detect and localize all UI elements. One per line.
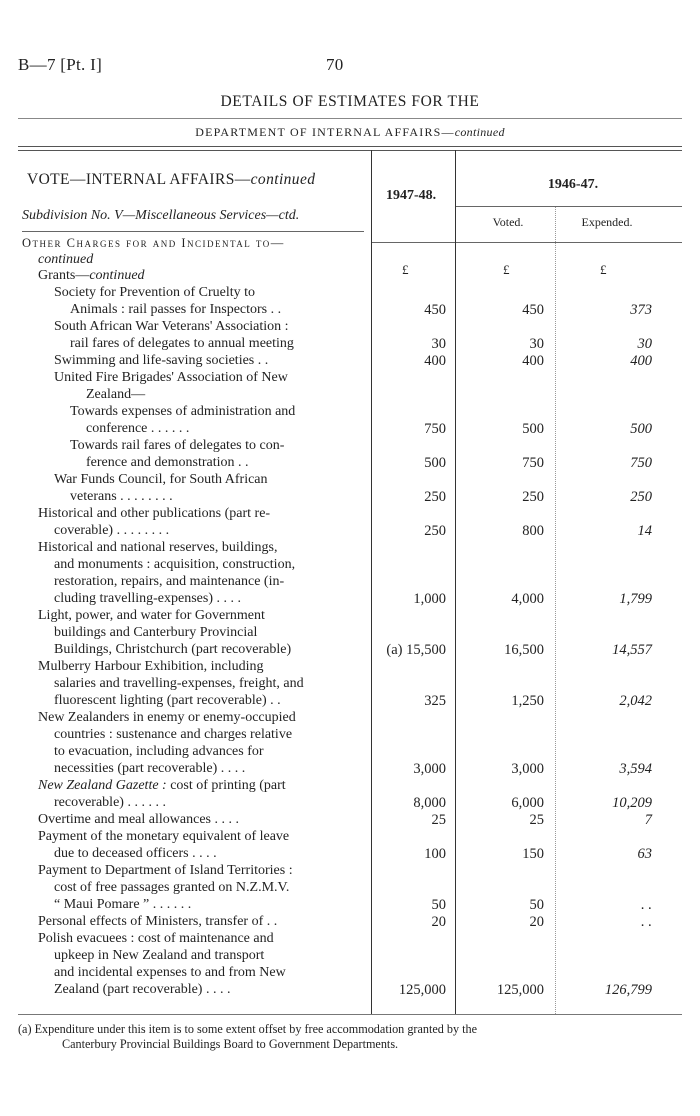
description-line: Mulberry Harbour Exhibition, including [38, 659, 264, 674]
page-code: B—7 [Pt. I] [18, 55, 103, 74]
voted-value: 125,000 [496, 982, 544, 998]
year-estimate-header: 1947-48. [386, 188, 437, 203]
description-line: New Zealanders in enemy or enemy-occupied [38, 710, 296, 725]
description-line: Overtime and meal allowances . . . . [38, 812, 239, 827]
voted-value: 150 [522, 846, 544, 862]
footnote-line-2: Canterbury Provincial Buildings Board to Government Departments. [62, 1037, 399, 1051]
description-line: Historical and other publications (part re- [38, 506, 271, 521]
description-line: conference . . . . . . [86, 421, 190, 436]
expended-value: 63 [637, 846, 652, 862]
vote-continued: continued [250, 171, 316, 188]
voted-value: 750 [522, 455, 544, 471]
estimate-value: 750 [424, 421, 446, 437]
voted-value: 20 [529, 914, 544, 930]
estimate-value: 25 [431, 812, 446, 828]
gazette-rest: cost of printing (part [166, 778, 286, 793]
voted-value: 30 [529, 336, 544, 352]
description-line: buildings and Canterbury Provincial [54, 625, 258, 640]
expended-value: 250 [630, 489, 652, 505]
pound-sign-voted: £ [503, 262, 510, 277]
page-number: 70 [326, 55, 344, 74]
vote-label: VOTE—INTERNAL AFFAIRS— [27, 171, 251, 188]
description-line: Zealand— [86, 387, 146, 402]
subtitle-continued: continued [454, 125, 505, 139]
description-line: South African War Veterans' Association : [54, 319, 289, 334]
voted-value: 25 [529, 812, 544, 828]
grants-label: Grants— [38, 268, 90, 283]
header-bottom-rule-right [372, 242, 682, 243]
description-line [38, 778, 286, 795]
estimate-value: 30 [431, 336, 446, 352]
footnote [18, 1022, 477, 1052]
voted-value: 3,000 [511, 761, 544, 777]
description-line: Polish evacuees : cost of maintenance and [38, 931, 274, 946]
description-line: War Funds Council, for South African [54, 472, 268, 487]
description-line: due to deceased officers . . . . [54, 846, 217, 861]
grants-continued: continued [89, 268, 145, 283]
subdivision-heading: Subdivision No. V—Miscellaneous Services—ctd. [22, 208, 300, 223]
description-line: Towards expenses of administration and [70, 404, 296, 419]
expended-value: 126,799 [604, 982, 652, 998]
header-bottom-rule-left [22, 231, 364, 232]
description-line: Personal effects of Ministers, transfer of . . [38, 914, 278, 929]
description-line: Towards rail fares of delegates to con- [70, 438, 285, 453]
description-line: Society for Prevention of Cruelty to [54, 285, 256, 300]
description-line: countries : sustenance and charges relative [54, 727, 293, 742]
description-line: Historical and national reserves, buildings, [38, 540, 278, 555]
subtitle-main: DEPARTMENT OF INTERNAL AFFAIRS— [195, 125, 455, 139]
voted-value: 800 [522, 523, 544, 539]
expended-value: 750 [630, 455, 652, 471]
description-line: restoration, repairs, and maintenance (in- [54, 574, 285, 589]
vote-heading [27, 171, 315, 189]
page-subtitle [0, 125, 700, 140]
expended-value: 14,557 [612, 642, 652, 658]
table-top-rule [18, 146, 682, 147]
description-line: cluding travelling-expenses) . . . . [54, 591, 242, 606]
table-bottom-rule [18, 1014, 682, 1015]
estimate-value: (a) 15,500 [386, 642, 446, 658]
description-line: and incidental expenses to and from New [54, 965, 286, 980]
description-line: Zealand (part recoverable) . . . . [54, 982, 231, 997]
description-line: cost of free passages granted on N.Z.M.V. [54, 880, 290, 895]
table-top-rule-2 [18, 150, 682, 151]
description-line: Payment to Department of Island Territories : [38, 863, 293, 878]
pound-sign-estimate: £ [402, 262, 409, 277]
expended-value: 2,042 [619, 693, 652, 709]
year-prior-header: 1946-47. [547, 177, 599, 192]
gazette-title: New Zealand Gazette : [38, 778, 167, 793]
pound-sign-expended: £ [600, 262, 607, 277]
expended-value: . . [641, 914, 652, 930]
voted-value: 50 [529, 897, 544, 913]
expended-value: 7 [644, 812, 652, 828]
description-line: United Fire Brigades' Association of New [54, 370, 288, 385]
description-line: veterans . . . . . . . . [70, 489, 173, 504]
description-line: coverable) . . . . . . . . [54, 523, 170, 538]
expended-value: 3,594 [619, 761, 652, 777]
expended-value: 1,799 [619, 591, 652, 607]
expended-value: 14 [637, 523, 652, 539]
estimate-value: 250 [424, 489, 446, 505]
voted-value: 400 [522, 353, 544, 369]
expended-header: Expended. [581, 215, 633, 229]
voted-value: 16,500 [504, 642, 544, 658]
estimate-value: 250 [424, 523, 446, 539]
section-heading: Other Charges for and Incidental to— [22, 236, 285, 250]
page-title: DETAILS OF ESTIMATES FOR THE [220, 93, 480, 110]
estimate-value: 50 [431, 897, 446, 913]
estimate-value: 8,000 [413, 795, 446, 811]
voted-value: 1,250 [511, 693, 544, 709]
voted-value: 4,000 [511, 591, 544, 607]
description-line: to evacuation, including advances for [54, 744, 264, 759]
description-line: Payment of the monetary equivalent of leave [38, 829, 290, 844]
expended-value: 373 [630, 302, 652, 318]
footnote-line-1: (a) Expenditure under this item is to some extent offset by free accommodation granted by the [18, 1022, 478, 1036]
description-line: “ Maui Pomare ” . . . . . . [54, 897, 192, 912]
estimate-value: 125,000 [398, 982, 446, 998]
col-divider-1 [371, 150, 372, 1014]
expended-value: . . [641, 897, 652, 913]
description-line: rail fares of delegates to annual meeting [70, 336, 294, 351]
description-line: and monuments : acquisition, construction, [54, 557, 296, 572]
description-line: salaries and travelling-expenses, freight, and [54, 676, 304, 691]
voted-value: 450 [522, 302, 544, 318]
description-line: Swimming and life-saving societies . . [54, 353, 269, 368]
description-line: upkeep in New Zealand and transport [54, 948, 265, 963]
estimate-value: 500 [424, 455, 446, 471]
grants-heading [38, 268, 145, 284]
estimate-value: 1,000 [413, 591, 446, 607]
voted-value: 6,000 [511, 795, 544, 811]
description-line: Animals : rail passes for Inspectors . . [70, 302, 282, 317]
estimate-value: 100 [424, 846, 446, 862]
description-line: Buildings, Christchurch (part recoverable) [54, 642, 292, 657]
estimate-value: 325 [424, 693, 446, 709]
voted-value: 250 [522, 489, 544, 505]
description-line: ference and demonstration . . [86, 455, 249, 470]
year-divider-rule [456, 206, 682, 207]
expended-value: 10,209 [612, 795, 652, 811]
expended-value: 400 [630, 353, 652, 369]
voted-header: Voted. [492, 215, 524, 229]
expended-value: 500 [630, 421, 652, 437]
section-continued: continued [38, 252, 94, 267]
expended-value: 30 [637, 336, 652, 352]
estimate-value: 400 [424, 353, 446, 369]
estimate-value: 20 [431, 914, 446, 930]
col-divider-2 [455, 150, 456, 1014]
description-line: Light, power, and water for Government [38, 608, 265, 623]
estimate-value: 3,000 [413, 761, 446, 777]
description-line: necessities (part recoverable) . . . . [54, 761, 246, 776]
voted-value: 500 [522, 421, 544, 437]
estimate-value: 450 [424, 302, 446, 318]
col-divider-3 [555, 207, 556, 1014]
title-rule [18, 118, 682, 119]
description-line: recoverable) . . . . . . [54, 795, 166, 810]
description-line: fluorescent lighting (part recoverable) . . [54, 693, 281, 708]
